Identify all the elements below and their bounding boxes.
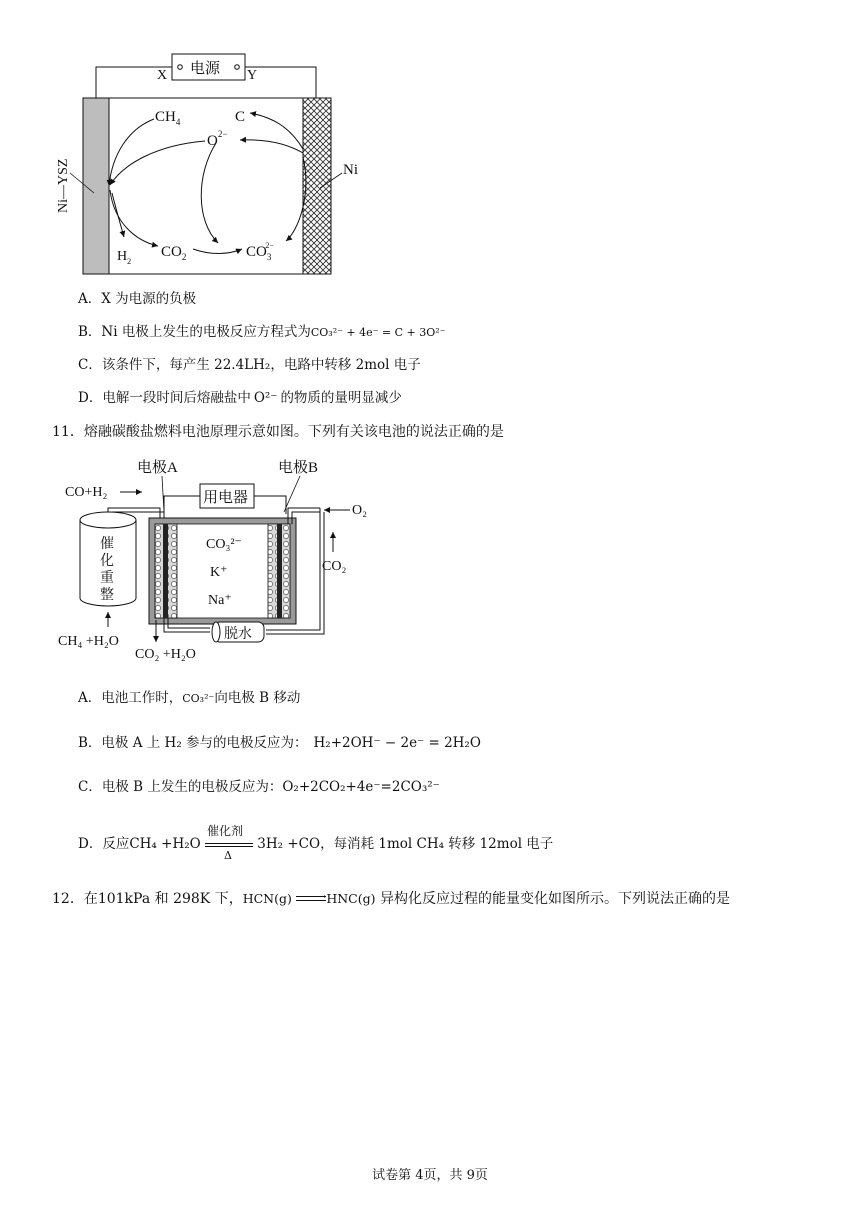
q10-option-c[interactable]: C．该条件下，每产生 22.4LH₂，电路中转移 2mol 电子 bbox=[78, 357, 421, 373]
delta-label: Δ bbox=[224, 848, 232, 862]
q12-stem bbox=[52, 888, 730, 908]
reaction-condition-arrow bbox=[205, 823, 253, 862]
q11-option-b[interactable] bbox=[78, 731, 481, 751]
q10-option-d-text2: 的物质的量明显减少 bbox=[280, 390, 402, 406]
q11-option-b-equation: H₂+2OH⁻ − 2e⁻ = 2H₂O bbox=[313, 735, 481, 751]
x-terminal-label: X bbox=[157, 68, 168, 83]
reformer-char: 化 bbox=[100, 554, 114, 569]
q11-option-d[interactable] bbox=[78, 823, 554, 862]
reformer-cylinder bbox=[80, 512, 136, 528]
q12-stem-text3: 异构化反应过程的能量变化如图所示。下列说法正确的是 bbox=[375, 891, 730, 907]
q12-stem-text: 12．在 bbox=[52, 891, 98, 907]
co2-h2o-label: CO₂ +H₂O bbox=[135, 647, 196, 662]
q11-option-d-text: D．反应 bbox=[78, 836, 130, 852]
catalyst-label: 催化剂 bbox=[207, 823, 244, 838]
q12-conditions: 101kPa 和 298K bbox=[97, 891, 211, 907]
q10-option-b-equation: CO₃²⁻ + 4e⁻ = C + 3O²⁻ bbox=[310, 326, 446, 339]
q12-lhs: HCN(g) bbox=[242, 891, 292, 906]
ch4-label: $CH_4$ bbox=[155, 109, 181, 127]
ni-label: Ni bbox=[343, 162, 358, 178]
q10-option-b-text: B．Ni 电极上发生的电极反应方程式为 bbox=[78, 324, 311, 340]
reformer-char: 重 bbox=[100, 571, 114, 586]
power-label: 电源 bbox=[190, 61, 221, 77]
o2-ion-label: $O^{2-}$ bbox=[207, 129, 228, 149]
ion-k-label: K⁺ bbox=[210, 565, 228, 580]
q11-option-c-text: C．电极 B 上发生的电极反应为： bbox=[78, 779, 283, 795]
q11-option-a-text: A．电池工作时， bbox=[78, 690, 183, 706]
co2-label: CO₂ bbox=[322, 559, 347, 574]
electrolysis-diagram bbox=[50, 45, 370, 280]
dehydrate-label: 脱水 bbox=[224, 627, 252, 642]
ion-na-label: Na⁺ bbox=[208, 593, 232, 608]
q11-option-c[interactable] bbox=[78, 775, 440, 795]
q11-stem: 11．熔融碳酸盐燃料电池原理示意如图。下列有关该电池的说法正确的是 bbox=[52, 424, 504, 440]
q11-option-a-ion: CO₃²⁻ bbox=[182, 692, 215, 705]
ni-ysz-electrode bbox=[83, 98, 109, 274]
q10-option-d[interactable] bbox=[78, 386, 402, 406]
co3-label: $CO_32-$ bbox=[246, 241, 274, 262]
q10-option-d-text: D．电解一段时间后熔融盐中 bbox=[78, 390, 251, 406]
ni-electrode bbox=[303, 98, 331, 274]
q11-option-a-text2: 向电极 B 移动 bbox=[214, 690, 301, 706]
q11-option-c-equation: O₂+2CO₂+4e⁻=2CO₃²⁻ bbox=[282, 779, 440, 795]
q12-rhs: HNC(g) bbox=[326, 891, 376, 906]
electrode-b-label: 电极B bbox=[278, 460, 319, 476]
co2-label: $CO_2$ bbox=[161, 244, 187, 262]
o2-label: O₂ bbox=[352, 503, 367, 518]
equilibrium-arrow: › bbox=[296, 894, 326, 904]
q11-option-d-rhs: 3H₂ +CO bbox=[257, 836, 321, 852]
fuel-cell-diagram bbox=[50, 452, 380, 664]
feed-label: CO+H₂ bbox=[65, 485, 108, 500]
q11-option-d-lhs: CH₄ +H₂O bbox=[129, 836, 201, 852]
q10-option-d-ion: O²⁻ bbox=[253, 390, 278, 406]
reformer-char: 整 bbox=[100, 588, 114, 603]
y-terminal-label: Y bbox=[247, 68, 258, 83]
appliance-label: 用电器 bbox=[203, 490, 249, 506]
q12-stem-text2: 下， bbox=[210, 891, 243, 907]
ni-ysz-label: Ni—YSZ bbox=[56, 158, 71, 213]
q11-option-a[interactable] bbox=[78, 686, 300, 706]
q10-option-a[interactable]: A．X 为电源的负极 bbox=[78, 291, 197, 307]
c-label: C bbox=[235, 109, 246, 125]
reformer-char: 催 bbox=[100, 537, 114, 552]
electrode-a-label: 电极A bbox=[137, 460, 178, 476]
ch4-h2o-label: CH₄ +H₂O bbox=[58, 634, 119, 649]
q11-option-b-text: B．电极 A 上 H₂ 参与的电极反应为： bbox=[78, 735, 308, 751]
h2-label: $H_2$ bbox=[117, 249, 132, 266]
q11-option-d-text2: ，每消耗 1mol CH₄ 转移 12mol 电子 bbox=[320, 836, 554, 852]
ion-co3-label: CO₃²⁻ bbox=[206, 537, 242, 552]
page-footer: 试卷第 4页，共 9页 bbox=[372, 1168, 488, 1183]
q10-option-b[interactable] bbox=[78, 320, 446, 340]
